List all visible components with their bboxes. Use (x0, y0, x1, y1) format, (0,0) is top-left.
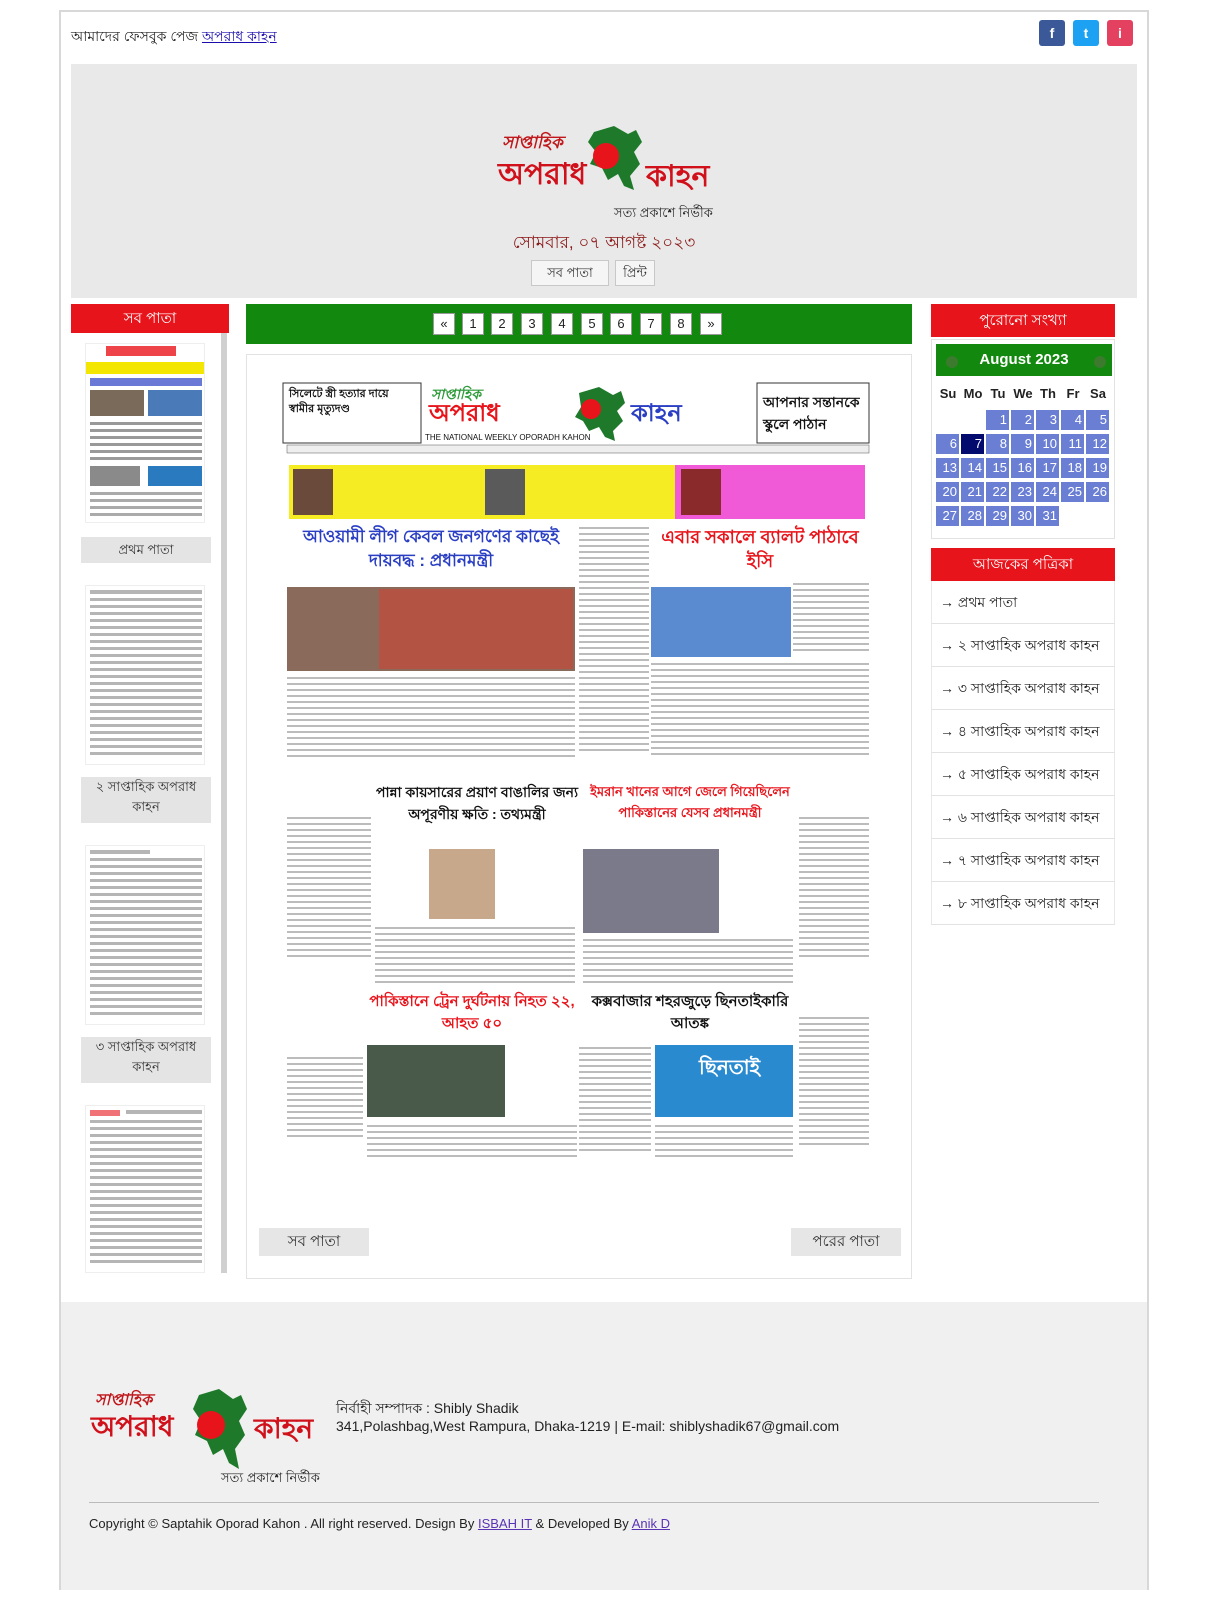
pagination-page-3[interactable]: 3 (521, 313, 543, 335)
page-thumb-label[interactable]: প্রথম পাতা (81, 537, 211, 563)
np-right-box: আপনার সন্তানকে স্কুলে পাঠান (763, 394, 860, 432)
old-issues-heading: পুরোনো সংখ্যা (931, 304, 1115, 337)
instagram-icon[interactable]: i (1107, 20, 1133, 46)
svg-text:অপরাধ: অপরাধ (429, 399, 500, 427)
print-button[interactable]: প্রিন্ট (615, 260, 655, 286)
logo-tagline: সত্য প্রকাশে নির্ভীক (614, 205, 713, 220)
np-headline-1: আওয়ামী লীগ কেবল জনগণের কাছেই দায়বদ্ধ : প্রধানমন্ত্রী (303, 527, 559, 570)
calendar-day[interactable]: 18 (1061, 458, 1084, 478)
page-thumbnail[interactable] (85, 343, 205, 523)
facebook-icon[interactable]: f (1039, 20, 1065, 46)
footer-logo-left: অপরাধ (91, 1411, 174, 1442)
masthead (71, 64, 1137, 298)
calendar-next-icon[interactable] (1094, 356, 1106, 368)
weekday-label: Mo (963, 386, 983, 401)
np-english-name: THE NATIONAL WEEKLY OPORADH KAHON (425, 433, 591, 442)
today-link[interactable]: → প্রথম পাতা (931, 581, 1115, 624)
page-thumbnail[interactable] (85, 845, 205, 1025)
calendar-day[interactable]: 4 (1061, 410, 1084, 430)
footer-address: 341,Polashbag,West Rampura, Dhaka-1219 | E-mail: shiblyshadik67@gmail.com (336, 1418, 840, 1434)
copyright-text: Copyright © Saptahik Oporad Kahon . All right reserved. Design By (89, 1516, 475, 1531)
developer-credit-link[interactable]: Anik D (631, 1516, 670, 1531)
next-page-button[interactable]: পরের পাতা (791, 1228, 901, 1256)
calendar-prev-icon[interactable] (946, 356, 958, 368)
calendar-day[interactable]: 23 (1011, 482, 1034, 502)
site-logo[interactable] (496, 124, 736, 224)
calendar-day[interactable]: 29 (986, 506, 1009, 526)
calendar-day[interactable]: 27 (936, 506, 959, 526)
logo-left-word: অপরাধ (498, 158, 587, 191)
weekday-label: Su (939, 386, 957, 401)
newspaper-viewer (246, 354, 912, 1279)
calendar-day[interactable]: 7 (961, 434, 984, 454)
calendar-day[interactable]: 11 (1061, 434, 1084, 454)
footer-copyright (89, 1516, 670, 1531)
footer-editor: নির্বাহী সম্পাদক : Shibly Shadik (336, 1400, 519, 1416)
page-pagination (246, 304, 912, 344)
top-bar (61, 12, 1147, 54)
calendar-day[interactable]: 6 (936, 434, 959, 454)
pagination-page-5[interactable]: 5 (581, 313, 603, 335)
weekday-label: Fr (1066, 386, 1080, 401)
footer-logo-tagline: সত্য প্রকাশে নির্ভীক (221, 1470, 320, 1485)
weekday-label: Th (1040, 386, 1056, 401)
pagination-prev[interactable]: « (433, 313, 455, 335)
calendar-day[interactable]: 20 (936, 482, 959, 502)
thumbnail-scrollbar[interactable] (221, 333, 227, 1273)
calendar-day[interactable]: 25 (1061, 482, 1084, 502)
calendar-day[interactable]: 30 (1011, 506, 1034, 526)
calendar-day[interactable]: 17 (1036, 458, 1059, 478)
pagination-page-1[interactable]: 1 (462, 313, 484, 335)
today-link[interactable]: → ৫ সাপ্তাহিক অপরাধ কাহন (931, 753, 1115, 796)
logo-small-text: সাপ্তাহিক (502, 133, 563, 152)
developed-by-text: & Developed By (535, 1516, 629, 1531)
np-left-box: সিলেটে স্ত্রী হত্যার দায়ে স্বামীর মৃত্যুদণ্ড (289, 388, 389, 415)
design-credit-link[interactable]: ISBAH IT (477, 1516, 532, 1531)
archive-calendar (931, 339, 1115, 539)
calendar-day[interactable]: 3 (1036, 410, 1059, 430)
calendar-day[interactable]: 19 (1086, 458, 1109, 478)
logo-right-word: কাহন (646, 160, 710, 193)
site-footer (61, 1302, 1147, 1590)
page-thumbnail-list[interactable] (71, 333, 229, 1273)
calendar-day[interactable]: 21 (961, 482, 984, 502)
page-thumb-label[interactable]: ২ সাপ্তাহিক অপরাধ কাহন (81, 777, 211, 823)
footer-divider (89, 1502, 1099, 1503)
all-pages-heading: সব পাতা (71, 304, 229, 333)
facebook-page-text (71, 25, 277, 49)
all-pages-bottom-button[interactable]: সব পাতা (259, 1228, 369, 1256)
calendar-month: August 2023 (979, 351, 1069, 368)
today-link[interactable]: → ৩ সাপ্তাহিক অপরাধ কাহন (931, 667, 1115, 710)
weekday-label: Sa (1090, 386, 1106, 401)
pagination-page-7[interactable]: 7 (640, 313, 662, 335)
calendar-day[interactable]: 22 (986, 482, 1009, 502)
np-headline-3: পান্না কায়সারের প্রয়াণ বাঙালির জন্য অপূরণীয় ক্ষতি : তথ্যমন্ত্রী (375, 784, 579, 822)
facebook-prefix: আমাদের ফেসবুক পেজ (71, 28, 199, 44)
np-headline-2: এবার সকালে ব্যালট পাঠাবে ইসি (661, 527, 859, 571)
page-thumb-card[interactable] (81, 1105, 209, 1273)
np-headline-6: কক্সবাজার শহরজুড়ে ছিনতাইকারি আতঙ্ক (591, 993, 789, 1032)
footer-logo-small: সাপ্তাহিক (95, 1392, 153, 1409)
issue-date: সোমবার, ০৭ আগষ্ট ২০২৩ (512, 233, 696, 252)
pagination-page-2[interactable]: 2 (491, 313, 513, 335)
page-thumb-card[interactable] (81, 585, 209, 814)
calendar-day[interactable]: 12 (1086, 434, 1109, 454)
np-image-caption: ছিনতাই (699, 1057, 760, 1079)
bangladesh-map-icon (191, 1387, 251, 1473)
svg-text:কাহন: কাহন (631, 399, 682, 427)
today-link[interactable]: → ৮ সাপ্তাহিক অপরাধ কাহন (931, 882, 1115, 925)
today-link[interactable]: → ৪ সাপ্তাহিক অপরাধ কাহন (931, 710, 1115, 753)
calendar-day[interactable]: 9 (1011, 434, 1034, 454)
pagination-next[interactable]: » (700, 313, 722, 335)
calendar-title (936, 344, 1112, 376)
today-link[interactable]: → ২ সাপ্তাহিক অপরাধ কাহন (931, 624, 1115, 667)
page-thumb-card[interactable] (81, 845, 209, 1074)
page-thumb-card[interactable] (81, 343, 209, 557)
calendar-day[interactable]: 31 (1036, 506, 1059, 526)
today-link[interactable]: → ৬ সাপ্তাহিক অপরাধ কাহন (931, 796, 1115, 839)
today-link[interactable]: → ৭ সাপ্তাহিক অপরাধ কাহন (931, 839, 1115, 882)
calendar-day[interactable]: 1 (986, 410, 1009, 430)
page-thumb-label[interactable]: ৩ সাপ্তাহিক অপরাধ কাহন (81, 1037, 211, 1083)
facebook-page-link[interactable]: অপরাধ কাহন (201, 28, 277, 44)
weekday-label: Tu (990, 386, 1006, 401)
calendar-day[interactable]: 5 (1086, 410, 1109, 430)
twitter-icon[interactable]: t (1073, 20, 1099, 46)
calendar-day[interactable]: 8 (986, 434, 1009, 454)
calendar-day[interactable]: 10 (1036, 434, 1059, 454)
footer-logo[interactable] (91, 1387, 326, 1487)
pagination-page-8[interactable]: 8 (670, 313, 692, 335)
page-thumbnail[interactable] (85, 1105, 205, 1273)
calendar-day[interactable]: 28 (961, 506, 984, 526)
footer-logo-right: কাহন (254, 1413, 314, 1444)
pagination-page-4[interactable]: 4 (551, 313, 573, 335)
page-thumbnail[interactable] (85, 585, 205, 765)
np-headline-4: ইমরান খানের আগে জেলে গিয়েছিলেন পাকিস্তানের যেসব প্রধানমন্ত্রী (590, 784, 790, 820)
bangladesh-map-icon (584, 124, 646, 194)
all-pages-button[interactable]: সব পাতা (531, 260, 609, 286)
today-paper-heading: আজকের পত্রিকা (931, 548, 1115, 581)
newspaper-page-image[interactable] (279, 377, 879, 1177)
today-paper-list (931, 581, 1115, 925)
calendar-day[interactable]: 15 (986, 458, 1009, 478)
svg-text:সাপ্তাহিক: সাপ্তাহিক (431, 387, 482, 403)
calendar-day[interactable]: 14 (961, 458, 984, 478)
np-headline-5: পাকিস্তানে ট্রেন দুর্ঘটনায় নিহত ২২, আহত ৫০ (369, 993, 575, 1032)
calendar-day[interactable]: 24 (1036, 482, 1059, 502)
pagination-page-6[interactable]: 6 (610, 313, 632, 335)
calendar-day[interactable]: 13 (936, 458, 959, 478)
calendar-day[interactable]: 2 (1011, 410, 1034, 430)
weekday-label: We (1013, 386, 1033, 401)
calendar-day[interactable]: 16 (1011, 458, 1034, 478)
calendar-day[interactable]: 26 (1086, 482, 1109, 502)
page-frame (59, 10, 1149, 1590)
